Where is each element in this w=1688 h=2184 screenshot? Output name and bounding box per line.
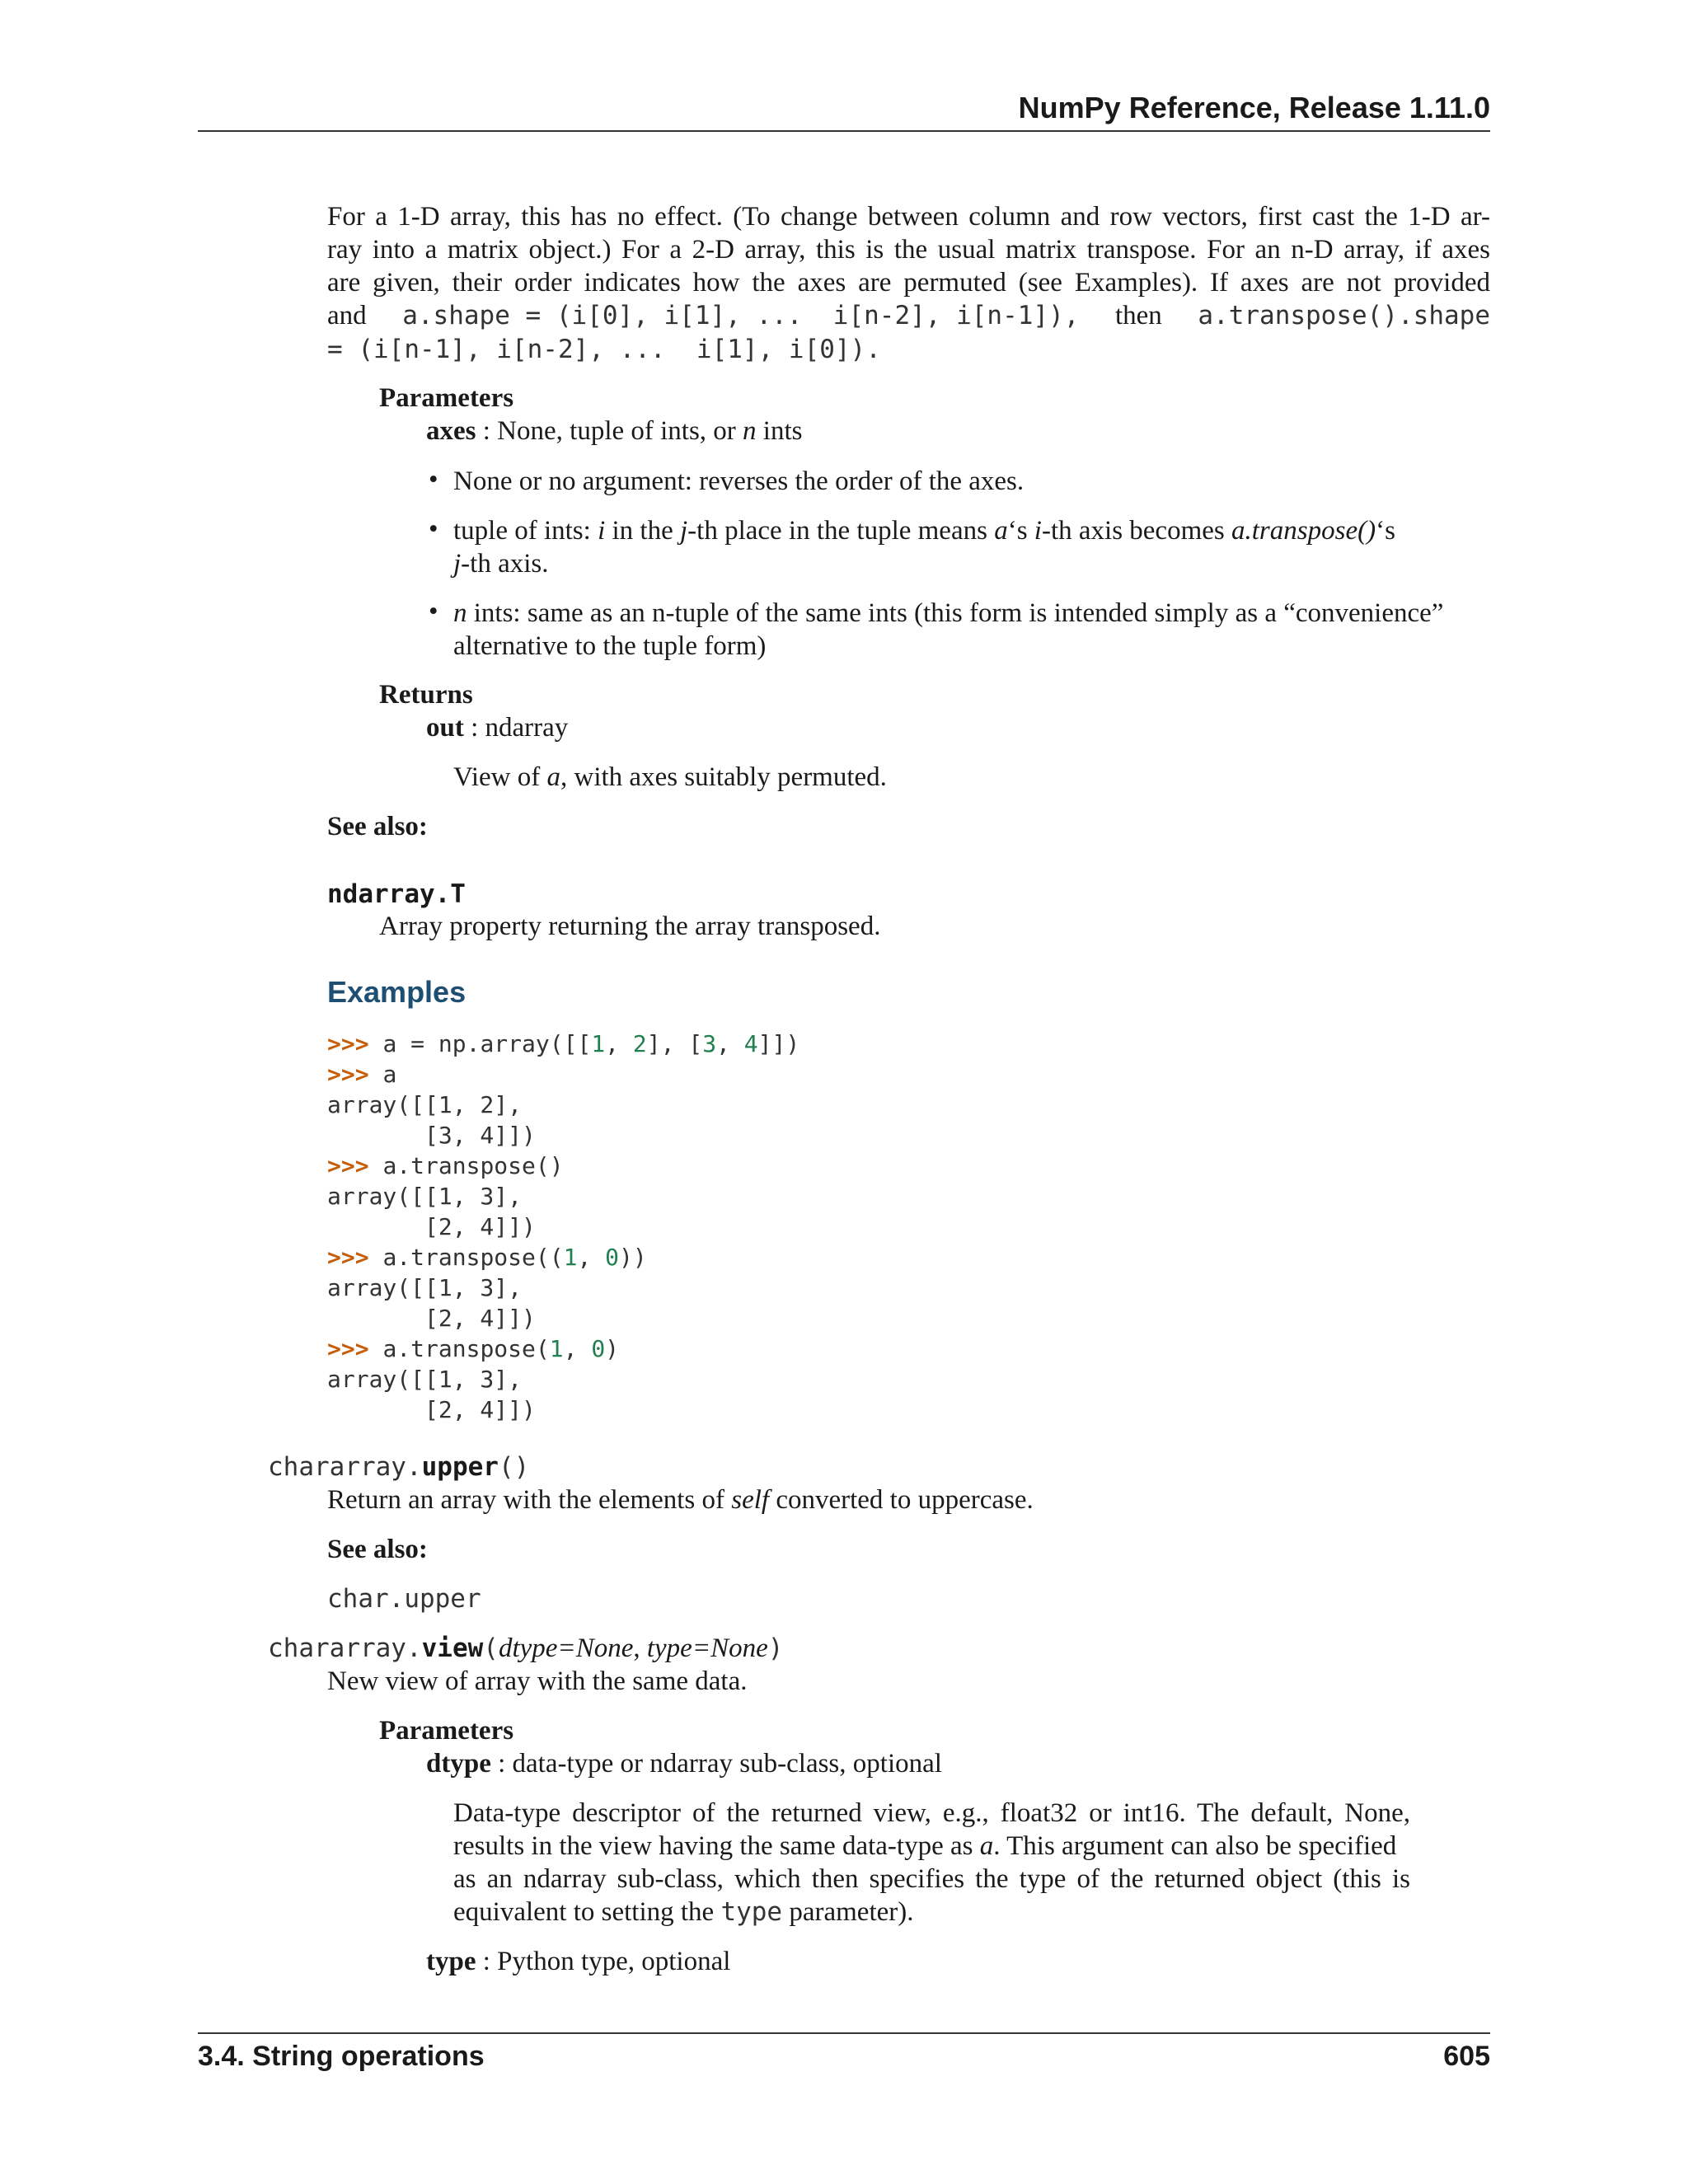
header-rule <box>198 130 1490 132</box>
t: -th axis becomes <box>1041 516 1231 546</box>
t: -th axis. <box>461 549 549 579</box>
inline-code: type <box>720 1897 783 1927</box>
code-line <box>327 1059 799 1090</box>
param-type: : Python type, optional <box>476 1947 731 1976</box>
intro-line-1: For a 1-D array, this has no effect. (To change between column and row vectors, first cast the 1-D ar- <box>327 202 1490 232</box>
dtype-desc-line-2 <box>453 1830 1410 1863</box>
param-type-entry <box>426 1945 730 1978</box>
t: -th place in the tuple means <box>687 516 995 546</box>
code-number: 4 <box>743 1030 758 1057</box>
t: a <box>546 762 560 792</box>
code-number: 1 <box>549 1335 564 1362</box>
bullet-1: None or no argument: reverses the order of the axes. <box>453 466 1025 496</box>
sig-paren: ( <box>483 1633 499 1663</box>
bullet-dot: • <box>429 514 438 544</box>
code-token: array([[1, 3], <box>327 1366 523 1393</box>
t: a.transpose() <box>1231 516 1376 546</box>
t: converted to uppercase. <box>769 1485 1034 1515</box>
param-name: type <box>426 1947 476 1976</box>
code-number: 1 <box>591 1030 606 1057</box>
code-number: 3 <box>702 1030 717 1057</box>
view-desc: New view of array with the same data. <box>327 1666 748 1696</box>
code-number: 0 <box>591 1335 606 1362</box>
t: j <box>453 549 462 579</box>
t: i <box>1034 516 1042 546</box>
code-token: array([[1, 3], <box>327 1183 523 1210</box>
intro-line-4 <box>327 299 1490 332</box>
dtype-desc-line-3: as an ndarray sub-class, which then specifies the type of the returned object (this is <box>453 1864 1410 1894</box>
code-token: ]]) <box>757 1030 800 1057</box>
return-out <box>426 711 568 744</box>
code-token: ) <box>605 1335 620 1362</box>
code-token: , <box>577 1244 606 1271</box>
return-type: : ndarray <box>463 713 569 743</box>
code-line <box>327 1151 799 1181</box>
code-line <box>327 1272 799 1303</box>
t: results in the view having the same data-type as <box>453 1831 980 1861</box>
code-token: array([[1, 2], <box>327 1091 523 1118</box>
code-token: a.transpose() <box>382 1152 564 1179</box>
param-type: : None, tuple of ints, or <box>476 416 743 446</box>
code-prompt: >>> <box>327 1152 383 1179</box>
code-prompt: >>> <box>327 1061 383 1088</box>
dtype-desc-line-1: Data-type descriptor of the returned view, e.g., float32 or int16. The default, None, <box>453 1798 1410 1828</box>
inline-code: a.transpose().shape <box>1198 301 1490 330</box>
code-token: array([[1, 3], <box>327 1274 523 1301</box>
intro-line-5: = (i[n-1], i[n-2], ... i[1], i[0]). <box>327 335 881 364</box>
inline-code: a.shape = (i[0], i[1], ... i[n-2], i[n-1]), <box>402 301 1080 330</box>
parameters-heading: Parameters <box>379 383 514 413</box>
t: a <box>979 1831 994 1861</box>
bullet-3-line-2: alternative to the tuple form) <box>453 631 767 661</box>
t: ‘s <box>1376 516 1395 546</box>
sig-paren: ) <box>767 1633 784 1663</box>
code-line <box>327 1212 799 1242</box>
t: ints: same as an n-tuple of the same ints (this form is intended simply as a “convenience” <box>467 598 1444 628</box>
sig-name: upper <box>421 1452 499 1482</box>
sig-prefix: chararray. <box>268 1633 422 1663</box>
return-desc <box>453 761 887 794</box>
running-header: NumPy Reference, Release 1.11.0 <box>1018 91 1490 124</box>
see-also-link[interactable]: char.upper <box>327 1584 481 1614</box>
dtype-desc-line-4 <box>453 1896 914 1929</box>
code-token: a = np.array([[ <box>382 1030 592 1057</box>
param-type-n: n <box>743 416 757 446</box>
page-number: 605 <box>1443 2041 1490 2072</box>
sig-arg: dtype=None <box>498 1633 634 1663</box>
intro-line-2: ray into a matrix object.) For a 2-D array, this is the usual matrix transpose. For an n-D array, if axes <box>327 235 1490 265</box>
code-number: 1 <box>563 1244 578 1271</box>
param-type-end: ints <box>756 416 803 446</box>
view-signature <box>268 1633 783 1664</box>
sig-sep: , <box>633 1633 647 1663</box>
t: a <box>994 516 1008 546</box>
code-line <box>327 1181 799 1212</box>
code-line <box>327 1242 799 1272</box>
t: n <box>453 598 467 628</box>
sig-args: () <box>498 1452 530 1482</box>
code-token: , <box>716 1030 744 1057</box>
sig-arg: type=None <box>646 1633 768 1663</box>
code-line <box>327 1303 799 1333</box>
code-number: 0 <box>605 1244 620 1271</box>
upper-signature <box>268 1452 529 1482</box>
footer-rule <box>198 2032 1490 2034</box>
code-number: 2 <box>632 1030 647 1057</box>
code-line <box>327 1029 799 1059</box>
param-axes <box>426 415 802 448</box>
code-token: , <box>563 1335 592 1362</box>
t: ‘s <box>1007 516 1034 546</box>
see-also-link[interactable]: ndarray.T <box>327 879 466 909</box>
footer-section: 3.4. String operations <box>198 2041 485 2072</box>
return-name: out <box>426 713 464 743</box>
code-token: a.transpose(( <box>382 1244 564 1271</box>
param-name: dtype <box>426 1749 491 1779</box>
examples-heading: Examples <box>327 975 467 1009</box>
code-token: [2, 4]]) <box>327 1396 536 1423</box>
bullet-dot: • <box>429 597 438 626</box>
code-token: ], [ <box>646 1030 703 1057</box>
intro-text: and <box>327 301 367 330</box>
sig-name: view <box>421 1633 484 1663</box>
code-token: a <box>382 1061 397 1088</box>
code-line <box>327 1120 799 1151</box>
t: parameter). <box>782 1897 914 1927</box>
code-line <box>327 1333 799 1364</box>
code-prompt: >>> <box>327 1244 383 1271</box>
bullet-dot: • <box>429 465 438 494</box>
returns-heading: Returns <box>379 680 473 710</box>
t: i <box>598 516 606 546</box>
code-token: )) <box>619 1244 647 1271</box>
intro-line-3: are given, their order indicates how the axes are permuted (see Examples). If axes are not provided <box>327 268 1490 298</box>
parameters-heading: Parameters <box>379 1716 514 1746</box>
t: , with axes suitably permuted. <box>560 762 887 792</box>
code-token: , <box>605 1030 633 1057</box>
code-token: a.transpose( <box>382 1335 550 1362</box>
sig-prefix: chararray. <box>268 1452 422 1482</box>
t: tuple of ints: <box>453 516 598 546</box>
t: in the <box>605 516 680 546</box>
code-line <box>327 1090 799 1120</box>
t <box>453 1830 1396 1863</box>
t: . This argument can also be specified <box>993 1831 1397 1861</box>
t: View of <box>453 762 547 792</box>
param-dtype <box>426 1747 942 1780</box>
examples-code-block <box>327 1029 799 1425</box>
code-line <box>327 1364 799 1394</box>
code-token: [2, 4]]) <box>327 1213 536 1240</box>
param-type: : data-type or ndarray sub-class, optional <box>490 1749 942 1779</box>
upper-desc <box>327 1483 1034 1516</box>
see-also-heading: See also: <box>327 1535 428 1564</box>
bullet-2-line-2 <box>453 547 549 580</box>
code-token: [2, 4]]) <box>327 1305 536 1332</box>
param-name: axes <box>426 416 476 446</box>
t: equivalent to setting the <box>453 1897 721 1927</box>
code-line <box>327 1394 799 1425</box>
code-prompt: >>> <box>327 1030 383 1057</box>
bullet-2-line-1 <box>453 514 1395 547</box>
code-prompt: >>> <box>327 1335 383 1362</box>
bullet-3-line-1 <box>453 597 1443 630</box>
t: j <box>679 516 688 546</box>
see-also-heading: See also: <box>327 812 428 841</box>
t: Return an array with the elements of <box>327 1485 732 1515</box>
intro-text: then <box>1114 301 1162 330</box>
t: self <box>731 1485 770 1515</box>
see-also-desc: Array property returning the array transposed. <box>379 912 881 941</box>
code-token: [3, 4]]) <box>327 1122 536 1149</box>
